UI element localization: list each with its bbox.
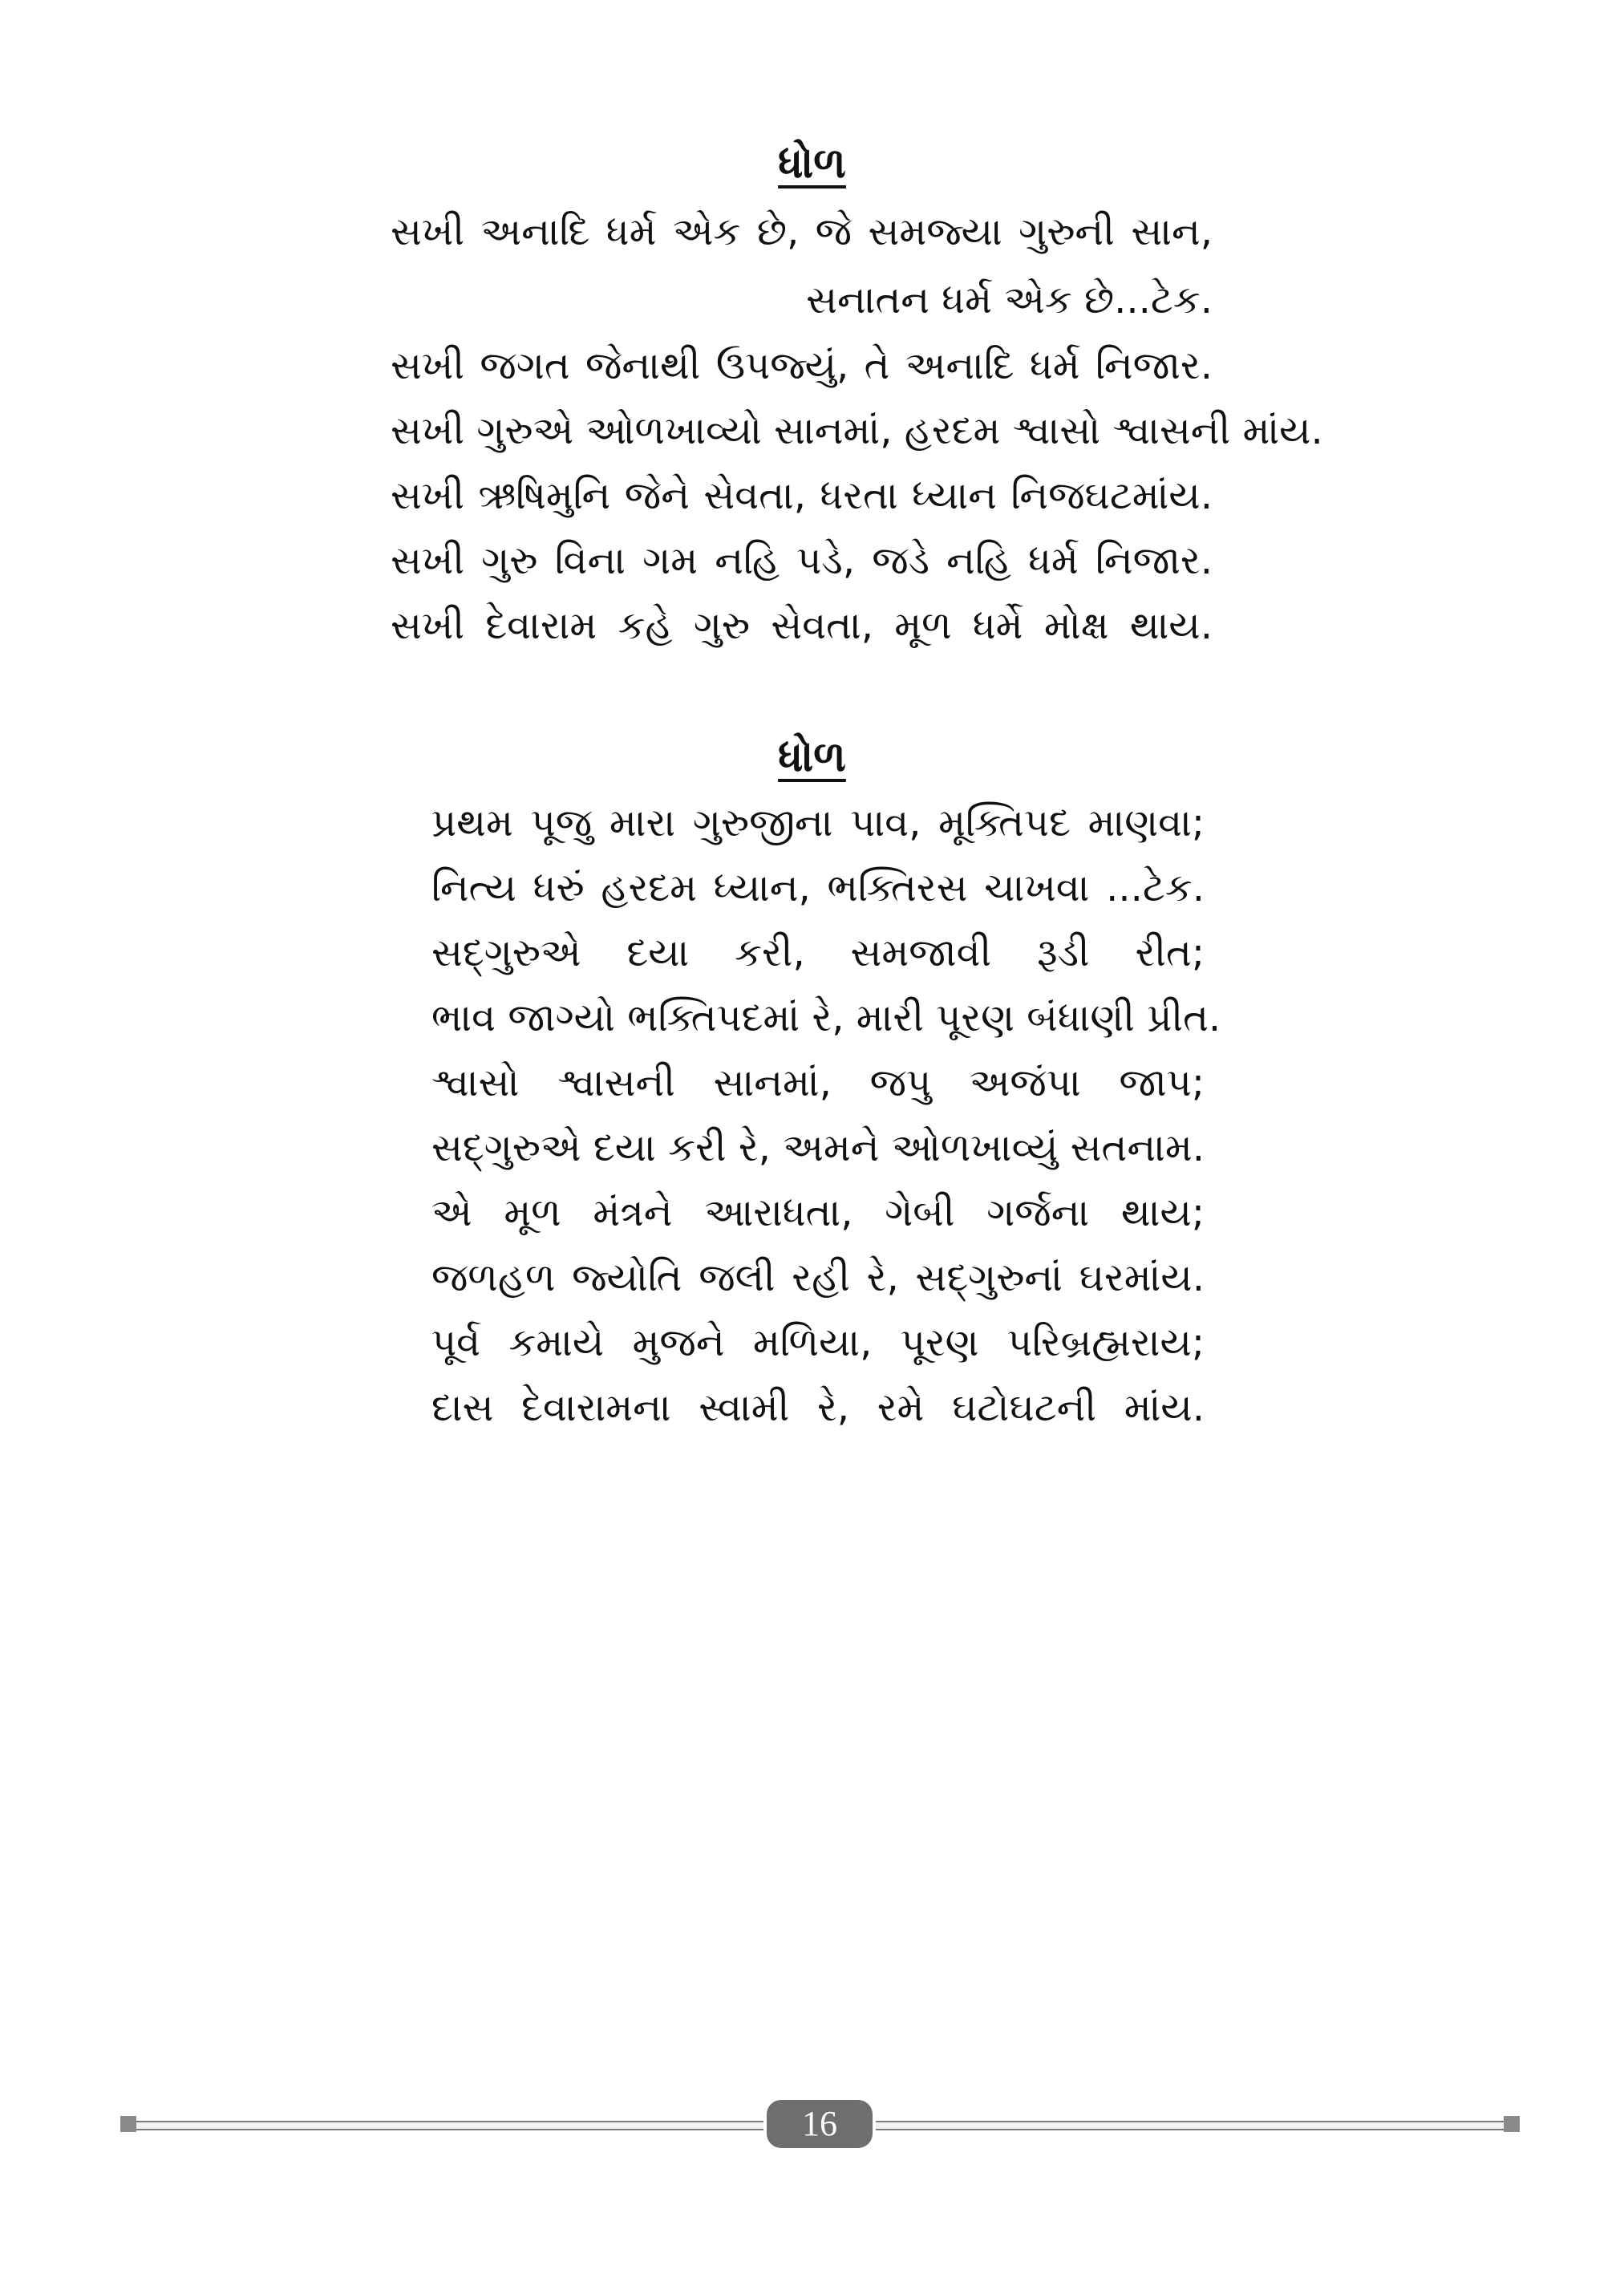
page-footer [120,2100,1520,2148]
section2-heading: ધોળ [778,733,846,781]
section1-line-3: સખી જગત જેનાથી ઉપજ્યું, તે અનાદિ ધર્મ નિજાર. [391,343,1213,388]
section1-line-2: સનાતન ધર્મ એક છે...ટેક. [806,278,1213,322]
section2-line-3: સદ્ગુરુએ દયા કરી, સમજાવી રૂડી રીત; [431,930,1205,975]
footer-left-rule [136,2121,763,2130]
section2-line-10: દાસ દેવારામના સ્વામી રે, રમે ઘટોઘટની માંય. [431,1385,1205,1430]
section1-line-1: સખી અનાદિ ધર્મ એક છે, જે સમજ્યા ગુરુની સાન, [391,209,1213,254]
section2-line-2: નિત્ય ધરું હરદમ ધ્યાન, ભક્તિરસ ચાખવા ...ટેક. [431,865,1205,910]
section2-line-8: જળહળ જ્યોતિ જલી રહી રે, સદ્ગુરુનાં ઘરમાંય. [431,1255,1205,1300]
section2-line-5: શ્વાસો શ્વાસની સાનમાં, જપુ અજંપા જાપ; [431,1060,1205,1105]
section2-line-1: પ્રથમ પૂજુ મારા ગુરુજીના પાવ, મૂક્તિપદ માણવા; [431,801,1205,845]
footer-right-cap [1504,2116,1520,2132]
section1-line-7: સખી દેવારામ કહે ગુરુ સેવતા, મૂળ ધર્મે મોક્ષ થાય. [391,603,1213,648]
section1-line-4: સખી ગુરુએ ઓળખાવ્યો સાનમાં, હરદમ શ્વાસો શ્વાસની માંય. [391,408,1323,453]
section2-line-6: સદ્ગુરુએ દયા કરી રે, અમને ઓળખાવ્યું સતનામ. [431,1125,1205,1170]
footer-left-cap [120,2116,136,2132]
section2-line-4: ભાવ જાગ્યો ભક્તિપદમાં રે, મારી પૂરણ બંધાણી પ્રીત. [431,995,1221,1040]
section1-heading: ધોળ [778,140,846,188]
section2-line-7: એ મૂળ મંત્રને આરાધતા, ગેબી ગર્જના થાય; [431,1190,1205,1235]
section2-line-9: પૂર્વ કમાયે મુજને મળિયા, પૂરણ પરિબ્રહ્મરાય; [431,1320,1205,1365]
section1-line-6: સખી ગુરુ વિના ગમ નહિ પડે, જડે નહિ ધર્મ નિજાર. [391,538,1213,583]
page-number: 16 [767,2100,873,2148]
footer-right-rule [876,2121,1504,2130]
section1-line-5: સખી ઋષિમુનિ જેને સેવતા, ધરતા ધ્યાન નિજઘટમાંય. [391,473,1213,518]
